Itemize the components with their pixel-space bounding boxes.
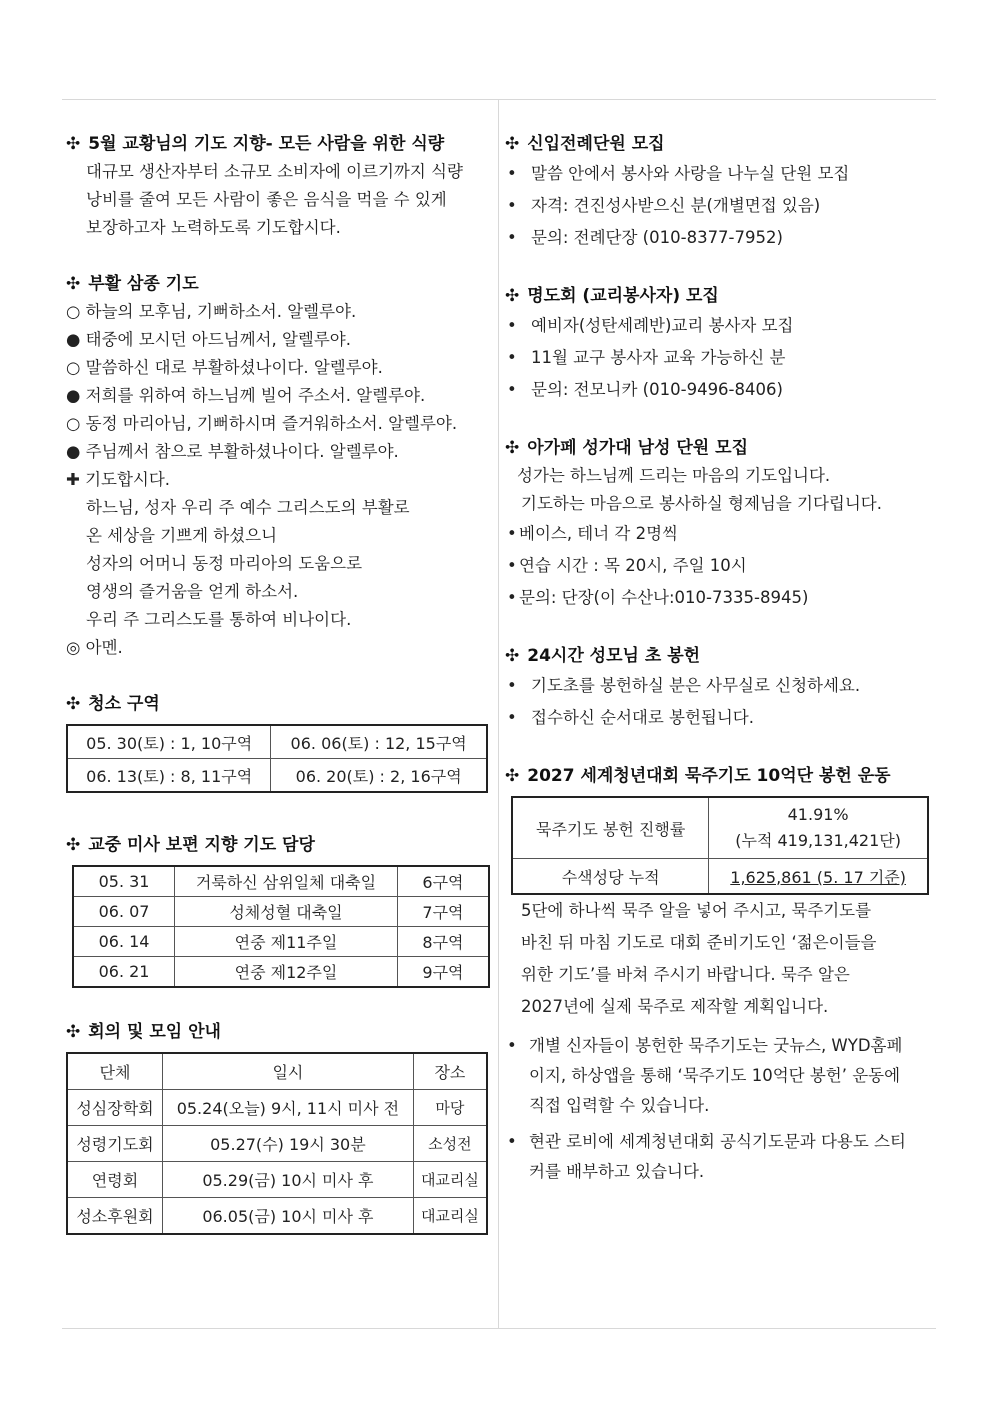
- cross-marker-icon: ✣: [66, 274, 81, 294]
- prayer-line: ○ 동정 마리아님, 기뻐하시며 즐거워하소서. 알렐루야.: [66, 414, 458, 433]
- spacer: [66, 793, 492, 831]
- spacer: [66, 662, 492, 690]
- pope-intention-section: [66, 130, 492, 242]
- group-cell: 성령기도회: [67, 1126, 162, 1162]
- catechist-section: [505, 282, 933, 406]
- district-cell: 9구역: [397, 957, 489, 988]
- cross-marker-icon: ✣: [505, 134, 520, 154]
- table-row: [73, 897, 489, 927]
- table-row: [67, 1090, 487, 1126]
- list-item: • 개별 신자들이 봉헌한 묵주기도는 굿뉴스, WYD홈페이지, 하상앱을 통해 ‘묵주기도 10억단 봉헌’ 운동에 직접 입력할 수 있습니다.: [505, 1031, 933, 1121]
- list-item: • 문의: 전례단장 (010-8377-7952): [505, 222, 933, 254]
- spacer: [505, 1023, 933, 1031]
- cleaning-section: [66, 690, 492, 793]
- cleaning-table: [66, 724, 488, 793]
- feast-cell: 연중 제12주일: [175, 957, 398, 988]
- table-row: [67, 1126, 487, 1162]
- mass-intention-section: [66, 831, 492, 988]
- text-line: 성가는 하느님께 드리는 마음의 기도입니다.: [517, 466, 831, 485]
- table-row: [73, 866, 489, 897]
- left-column: [66, 130, 492, 1235]
- list-item: • 베이스, 테너 각 2명씩: [505, 518, 933, 550]
- spacer: [505, 614, 933, 642]
- cross-marker-icon: ✣: [505, 646, 520, 666]
- section-title: ✣ 아가페 성가대 남성 단원 모집: [505, 434, 933, 462]
- spacer: [505, 734, 933, 762]
- list-item: • 현관 로비에 세계청년대회 공식기도문과 다용도 스티커를 배부하고 있습니다.: [505, 1127, 933, 1187]
- place-cell: 대교리실: [413, 1198, 487, 1235]
- time-cell: 05.24(오늘) 9시, 11시 미사 전: [162, 1090, 413, 1126]
- prayer-line: ● 저희를 위하여 하느님께 빌어 주소서. 알렐루야.: [66, 386, 426, 405]
- prayer-line: ● 태중에 모시던 아드님께서, 알렐루야.: [66, 330, 351, 349]
- section-title: ✣ 신입전례단원 모집: [505, 130, 933, 158]
- group-cell: 성소후원회: [67, 1198, 162, 1235]
- section-title: ✣ 5월 교황님의 기도 지향- 모든 사람을 위한 식량: [66, 130, 492, 158]
- progress-percent: 41.91%: [787, 805, 849, 824]
- section-title: ✣ 회의 및 모임 안내: [66, 1018, 492, 1046]
- date-cell: 06. 14: [73, 927, 175, 957]
- place-cell: 대교리실: [413, 1162, 487, 1198]
- table-row: [67, 1198, 487, 1235]
- place-cell: 소성전: [413, 1126, 487, 1162]
- list-item: • 기도초를 봉헌하실 분은 사무실로 신청하세요.: [505, 670, 933, 702]
- meetings-table: [66, 1052, 488, 1235]
- altar-server-section: [505, 130, 933, 254]
- prayer-line: ✚ 기도합시다.: [66, 470, 171, 489]
- wyd-paragraph: [505, 895, 933, 1023]
- feast-cell: 연중 제11주일: [175, 927, 398, 957]
- mass-intention-table: [72, 865, 490, 988]
- list-item: • 말씀 안에서 봉사와 사랑을 나누실 단원 모집: [505, 158, 933, 190]
- feast-cell: 거룩하신 삼위일체 대축일: [175, 866, 398, 897]
- text-line: 2027년에 실제 묵주로 제작할 계획입니다.: [521, 997, 829, 1016]
- list-item: • 접수하신 순서대로 봉헌됩니다.: [505, 702, 933, 734]
- cross-marker-icon: ✣: [66, 835, 81, 855]
- date-cell: 06. 07: [73, 897, 175, 927]
- district-cell: 6구역: [397, 866, 489, 897]
- list-item: • 11월 교구 봉사자 교육 가능하신 분: [505, 342, 933, 374]
- spacer: [66, 988, 492, 1018]
- text-line: 5단에 하나씩 묵주 알을 넣어 주시고, 묵주기도를: [521, 901, 872, 920]
- bottom-rule: [62, 1328, 936, 1329]
- text-line: 위한 기도’를 바쳐 주시기 바랍니다. 묵주 알은: [521, 965, 850, 984]
- table-cell: 06. 13(토) : 8, 11구역: [67, 759, 271, 793]
- parish-label-cell: 수색성당 누적: [512, 859, 709, 895]
- group-cell: 연령회: [67, 1162, 162, 1198]
- prayer-line: 영생의 즐거움을 얻게 하소서.: [86, 582, 299, 601]
- text-line: 보장하고자 노력하도록 기도합시다.: [86, 218, 341, 237]
- feast-cell: 성체성혈 대축일: [175, 897, 398, 927]
- section-title: ✣ 24시간 성모님 초 봉헌: [505, 642, 933, 670]
- list-item: • 연습 시간 : 목 20시, 주일 10시: [505, 550, 933, 582]
- table-row: [73, 927, 489, 957]
- table-header-row: [67, 1053, 487, 1090]
- section-title: ✣ 명도회 (교리봉사자) 모집: [505, 282, 933, 310]
- district-cell: 7구역: [397, 897, 489, 927]
- date-cell: 05. 31: [73, 866, 175, 897]
- section-title: ✣ 부활 삼종 기도: [66, 270, 492, 298]
- prayer-line: 성자의 어머니 동정 마리아의 도움으로: [86, 554, 363, 573]
- prayer-line: 하느님, 성자 우리 주 예수 그리스도의 부활로: [86, 498, 410, 517]
- prayer-line: 우리 주 그리스도를 통하여 비나이다.: [86, 610, 352, 629]
- spacer: [505, 406, 933, 434]
- progress-label-cell: 묵주기도 봉헌 진행률: [512, 797, 709, 859]
- district-cell: 8구역: [397, 927, 489, 957]
- time-cell: 05.29(금) 10시 미사 후: [162, 1162, 413, 1198]
- section-title: ✣ 2027 세계청년대회 묵주기도 10억단 봉헌 운동: [505, 762, 933, 790]
- progress-total: (누적 419,131,421단): [735, 831, 901, 850]
- list-item: • 문의: 전모니카 (010-9496-8406): [505, 374, 933, 406]
- column-header: 일시: [162, 1053, 413, 1090]
- column-header: 단체: [67, 1053, 162, 1090]
- right-column: [505, 130, 933, 1187]
- place-cell: 마당: [413, 1090, 487, 1126]
- text-line: 바친 뒤 마침 기도로 대회 준비기도인 ‘젊은이들을: [521, 933, 877, 952]
- cross-marker-icon: ✣: [66, 1022, 81, 1042]
- group-cell: 성심장학회: [67, 1090, 162, 1126]
- amen-line: ◎ 아멘.: [66, 638, 123, 657]
- wyd-rosary-section: [505, 762, 933, 1187]
- table-cell: 06. 20(토) : 2, 16구역: [271, 759, 487, 793]
- table-row: [512, 797, 928, 859]
- spacer: [66, 242, 492, 270]
- prayer-line: 온 세상을 기쁘게 하셨으니: [86, 526, 278, 545]
- list-item: • 자격: 견진성사받으신 분(개별면접 있음): [505, 190, 933, 222]
- list-item: • 예비자(성탄세례반)교리 봉사자 모집: [505, 310, 933, 342]
- prayer-line: ● 주님께서 참으로 부활하셨나이다. 알렐루야.: [66, 442, 399, 461]
- column-header: 장소: [413, 1053, 487, 1090]
- text-line: 대규모 생산자부터 소규모 소비자에 이르기까지 식량: [86, 162, 463, 181]
- section-title: ✣ 청소 구역: [66, 690, 492, 718]
- table-row: [512, 859, 928, 895]
- cross-marker-icon: ✣: [505, 286, 520, 306]
- table-row: [73, 957, 489, 988]
- cross-marker-icon: ✣: [505, 766, 520, 786]
- prayer-line: ○ 하늘의 모후님, 기뻐하소서. 알렐루야.: [66, 302, 357, 321]
- text-line: 기도하는 마음으로 봉사하실 형제님을 기다립니다.: [521, 494, 882, 513]
- parish-value-cell: 1,625,861 (5. 17 기준): [709, 859, 928, 895]
- table-cell: 06. 06(토) : 12, 15구역: [271, 725, 487, 759]
- time-cell: 06.05(금) 10시 미사 후: [162, 1198, 413, 1235]
- progress-value-cell: [709, 797, 928, 859]
- time-cell: 05.27(수) 19시 30분: [162, 1126, 413, 1162]
- column-divider: [498, 99, 499, 1329]
- table-row: [67, 725, 487, 759]
- spacer: [505, 254, 933, 282]
- top-rule: [62, 99, 936, 100]
- rosary-progress-table: [511, 796, 929, 895]
- list-item: • 문의: 단장(이 수산나:010-7335-8945): [505, 582, 933, 614]
- choir-section: [505, 434, 933, 614]
- cross-marker-icon: ✣: [66, 694, 81, 714]
- text-line: 낭비를 줄여 모든 사람이 좋은 음식을 먹을 수 있게: [86, 190, 447, 209]
- table-row: [67, 759, 487, 793]
- regina-caeli-section: [66, 270, 492, 662]
- date-cell: 06. 21: [73, 957, 175, 988]
- candle-section: [505, 642, 933, 734]
- section-title: ✣ 교중 미사 보편 지향 기도 담당: [66, 831, 492, 859]
- table-row: [67, 1162, 487, 1198]
- cross-marker-icon: ✣: [505, 438, 520, 458]
- prayer-line: ○ 말씀하신 대로 부활하셨나이다. 알렐루야.: [66, 358, 383, 377]
- table-cell: 05. 30(토) : 1, 10구역: [67, 725, 271, 759]
- meetings-section: [66, 1018, 492, 1235]
- cross-marker-icon: ✣: [66, 134, 81, 154]
